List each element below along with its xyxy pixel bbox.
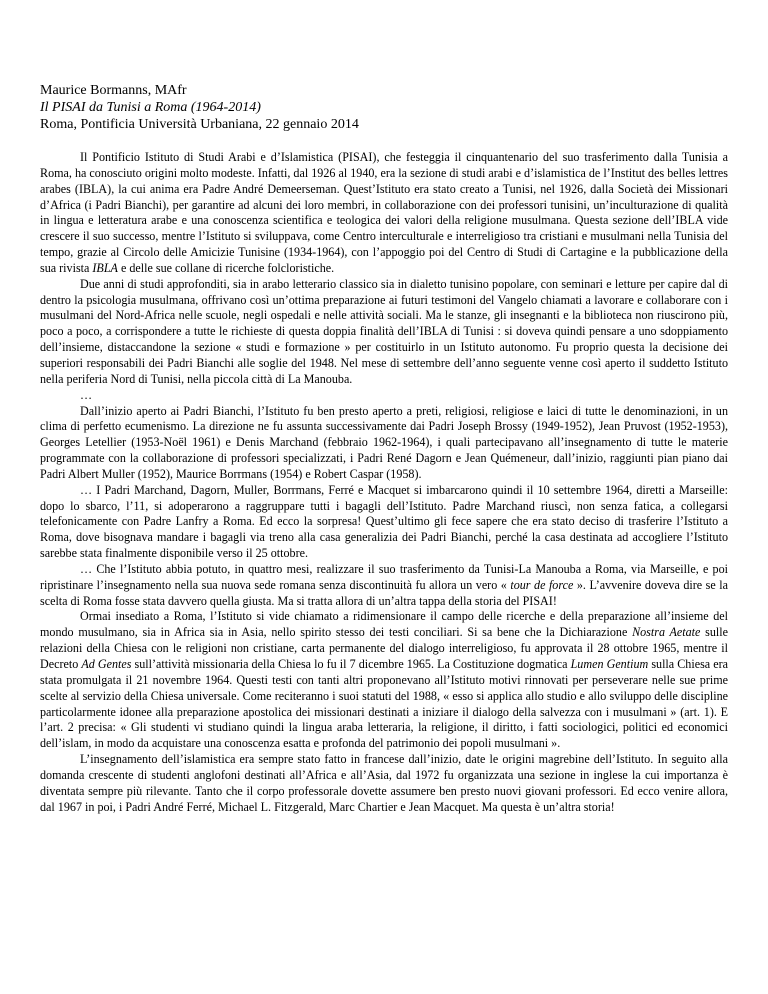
ellipsis-line: …	[80, 387, 93, 402]
paragraph-1: Il Pontificio Istituto di Studi Arabi e d’Islamistica (PISAI), che festeggia il cinquantenario del suo trasferimento dalla Tunisia a Roma, ha conosciuto origini molto modeste. Infatti, dal 1926 al 1940, era la sezione di studi arabi e d’islamistica de l’Institut des belles lettres arabes (IBLA), la cui anima era Padre André Demeerseman. Quest’Istituto era stato creato a Tunisi, nel 1926, dalla Società dei Missionari d’Africa (i Padri Bianchi), per garantire ad alcuni dei loro membri, in collaborazione con dei professori tunisini, un’inculturazione di qualità in lingua e letteratura arabe e una conoscenza scientifica e teologica dei valori della religione musulmana. Questa sezione dell’IBLA vide crescere il suo successo, mentre l’Istituto si sviluppava, come Centro interculturale e interreligioso tra cristiani e musulmani nella Tunisia del tempo, grazie al Circolo delle Amicizie Tunisine (1934-1964), con l’appoggio poi del Centro di Studi di Cartagine e la pubblicazione della sua rivista IBLA e delle sue collane di ricerche folcloristiche.	[40, 150, 728, 275]
author-line: Maurice Bormanns, MAfr	[40, 83, 187, 98]
italic-nostra-aetate: Nostra Aetate	[632, 625, 701, 640]
document-body	[40, 150, 728, 815]
journal-title-ibla: IBLA	[92, 260, 118, 275]
italic-ad-gentes: Ad Gentes	[81, 657, 132, 671]
paragraph-7: L’insegnamento dell’islamistica era sempre stato fatto in francese dall’inizio, date le origini magrebine dell’Istituto. In seguito alla domanda crescente di studenti anglofoni destinati all’Africa e all’Asia, dal 1972 fu organizzata una sezione in inglese la cui importanza è diventata sempre più rilevante. Tanto che il corpo professorale dovette assumere ben presto nuovi giovani professori. Ed ecco venire allora, dal 1967 in poi, i Padri André Ferré, Michael L. Fitzgerald, Marc Chartier e Jean Macquet. Ma questa è un’altra storia!	[40, 752, 728, 814]
paragraph-5: … Che l’Istituto abbia potuto, in quattro mesi, realizzare il suo trasferimento da Tunisi-La Manouba a Roma, via Marseille, e poi ripristinare l’insegnamento nella sua nuova sede romana senza discontinuità fu allora un vero « tour de force ». L’avvenire doveva dire se la scelta di Roma fosse stata davvero quella giusta. Ma si tratta allora di un’altra tappa della storia del PISAI!	[40, 561, 728, 608]
document-subtitle: Il PISAI da Tunisi a Roma (1964-2014)	[40, 100, 261, 115]
document-header	[40, 82, 728, 133]
paragraph-4: … I Padri Marchand, Dagorn, Muller, Borrmans, Ferré e Macquet si imbarcarono quindi il 10 settembre 1964, diretti a Marseille: dopo lo sbarco, l’11, si adoperarono a raggruppare tutti i bagagli dell’Istituto. Padre Marchand riuscì, non senza fatica, a collegarsi telefonicamente con Padre Lanfry a Roma. Ed ecco la sorpresa! Quest’ultimo gli fece sapere che era stato deciso di trasferire l’Istituto a Roma, dove bisognava mandare i bagagli via treno alla casa generalizia dei Padri Bianchi, perché la casa destinata ad accogliere l’Istituto sarebbe stata finalmente disponibile verso il 25 ottobre.	[40, 482, 728, 561]
paragraph-6: Ormai insediato a Roma, l’Istituto si vide chiamato a ridimensionare il campo delle ricerche e della preparazione all’insieme del mondo musulmano, sia in Africa sia in Asia, nello spirito stesso dei testi conciliari. Si sa bene che la Dichiarazione Nostra Aetate sulle relazioni della Chiesa con le religioni non cristiane, carta permanente del dialogo interreligioso, fu approvata il 28 ottobre 1965, mentre il Decreto Ad Gentes sull’attività missionaria della Chiesa lo fu il 7 dicembre 1965. La Costituzione dogmatica Lumen Gentium sulla Chiesa era stata promulgata il 21 novembre 1964. Questi testi con tanti altri proponevano all’Istituto motivi rinnovati per perseverare nelle sue prime scelte al servizio della Chiesa universale. Come reciteranno i suoi statuti del 1988, « esso si applica allo studio e allo sviluppo delle discipline particolarmente idonee alla preparazione apostolica dei missionari destinati a iniziare il dialogo della salvezza con i musulmani » (art. 1). E l’art. 2 precisa: « Gli studenti vi studiano quindi la lingua araba letteraria, la religione, il diritto, i fatti sociologici, politici ed economici dell’islam, in modo da acquistare una conoscenza esatta e profonda del patrimonio dei popoli musulmani ».	[40, 609, 728, 751]
venue-date-line: Roma, Pontificia Università Urbaniana, 22 gennaio 2014	[40, 117, 359, 132]
italic-tour-de-force: tour de force	[510, 577, 574, 592]
paragraph-2: Due anni di studi approfonditi, sia in arabo letterario classico sia in dialetto tunisino popolare, con seminari e letture per capire dal di dentro la psicologia musulmana, offrivano così un’ottima preparazione ai futuri testimoni del Vangelo chiamati a lavorare e collaborare con i musulmani del Nord-Africa nelle scuole, negli ospedali e nelle attività sociali. Ma le stanze, gli insegnanti e la biblioteca non riuscirono più, poco a poco, a corrispondere a tutte le richieste di questa doppia finalità dell’IBLA di Tunisi : si doveva quindi pensare a uno sdoppiamento dell’insieme, distaccandone la sezione « studi e formazione » per costituirlo in un Istituto autonomo. Fu proprio questa la decisione dei superiori responsabili dei Padri Bianchi alle soglie del 1948. Nel mese di settembre dell’anno seguente venne così aperto il suddetto Istituto nella periferia Nord di Tunisi, nella piccola città di La Manouba.	[40, 276, 728, 386]
paragraph-3: Dall’inizio aperto ai Padri Bianchi, l’Istituto fu ben presto aperto a preti, religiosi, religiose e laici di tutte le denominazioni, in un clima di perfetto ecumenismo. La direzione ne fu assunta successivamente dai Padri Joseph Brossy (1949-1952), Jean Pruvost (1952-1953), Georges Letellier (1953-Noël 1961) e Denis Marchand (febbraio 1962-1964), i quali partecipavano all’insegnamento di tutte le materie programmate con la collaborazione di professori specializzati, i Padri René Dagorn e Jean Quémeneur, dall’inizio, raggiunti pian piano dai Padri Albert Muller (1952), Maurice Borrmans (1954) e Robert Caspar (1958).	[40, 403, 728, 481]
italic-lumen-gentium: Lumen Gentium	[570, 657, 649, 671]
